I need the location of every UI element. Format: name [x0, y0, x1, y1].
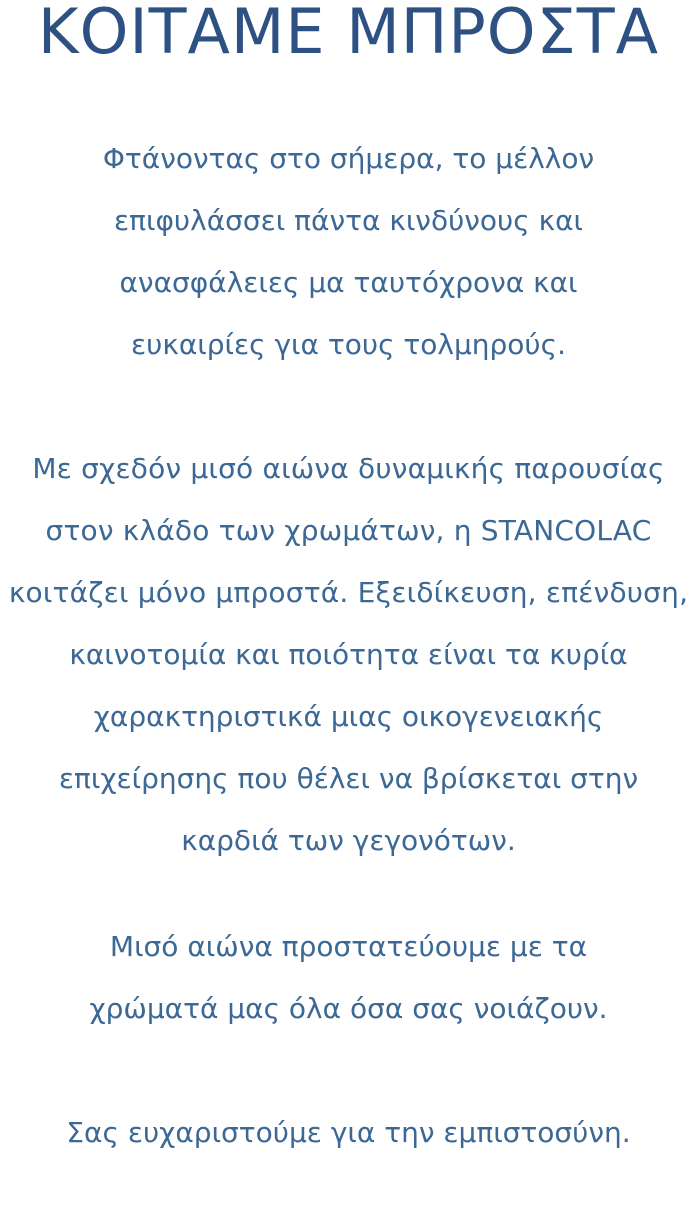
- paragraph-line: καινοτομία και ποιότητα είναι τα κυρία: [69, 638, 628, 671]
- paragraph-line: επιφυλάσσει πάντα κινδύνους και: [113, 204, 584, 237]
- paragraph-line: κοιτάζει μόνο μπροστά. Εξειδίκευση, επένδυση,: [8, 576, 689, 609]
- paragraph-line: επιχείρησης που θέλει να βρίσκεται στην: [58, 762, 639, 795]
- paragraph-line: Σας ευχαριστούμε για την εμπιστοσύνη.: [66, 1116, 631, 1149]
- paragraph-line: καρδιά των γεγονότων.: [181, 824, 516, 857]
- paragraph-line: Με σχεδόν μισό αιώνα δυναμικής παρουσίας: [32, 452, 665, 485]
- paragraph-protection: [0, 916, 697, 1040]
- paragraph-line: στον κλάδο των χρωμάτων, η STANCOLAC: [45, 514, 652, 547]
- paragraph-line: Φτάνοντας στο σήμερα, το μέλλον: [102, 142, 595, 175]
- paragraph-line: χαρακτηριστικά μιας οικογενειακής: [93, 700, 604, 733]
- paragraph-thanks: [0, 1102, 697, 1164]
- paragraph-line: χρώματά μας όλα όσα σας νοιάζουν.: [89, 992, 608, 1025]
- paragraph-line: ευκαιρίες για τους τολμηρούς.: [131, 328, 566, 361]
- paragraph-line: Μισό αιώνα προστατεύουμε με τα: [109, 930, 588, 963]
- paragraph-line: ανασφάλειες μα ταυτόχρονα και: [119, 266, 578, 299]
- paragraph-company: [0, 438, 697, 872]
- page-title: ΚΟΙΤΑΜΕ ΜΠΡΟΣΤΑ: [37, 0, 660, 68]
- paragraph-intro: [0, 128, 697, 376]
